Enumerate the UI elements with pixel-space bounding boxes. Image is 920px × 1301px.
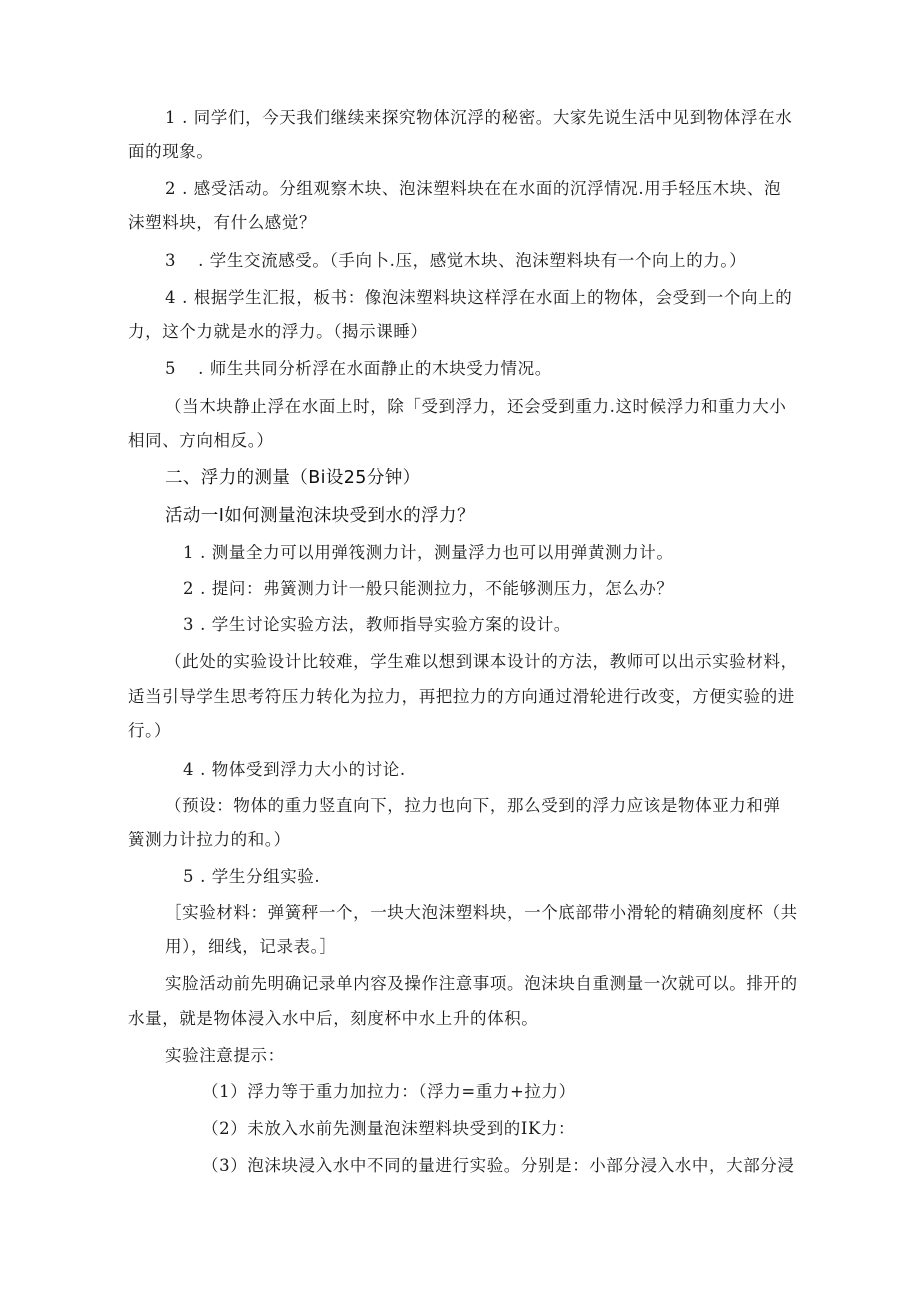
materials-line-2: 用），细线，记录表。］	[165, 937, 337, 956]
note-line-1: （当木块静止浮在水面上时，除「受到浮力，还会受到重力.这时候浮力和重力大小	[165, 397, 787, 416]
step-1-line-1	[183, 542, 674, 564]
preparation-line-1: 实脸活动前先明确记录单内容及操作注意事项。泡沫块自重测量一次就可以。排开的	[165, 974, 798, 993]
paragraph-3-line-1	[165, 250, 746, 272]
note-3-line-1: （预设：物体的重力竖直向下，拉力也向下，那么受到的浮力应该是物体亚力和弹	[165, 796, 781, 815]
step-4-line-1	[183, 759, 406, 781]
paragraph-2-line-1	[165, 178, 781, 200]
note-2-line-2: 适当引导学生思考符压力转化为拉力，再把拉力的方向通过滑轮进行改变，方便实验的进	[128, 687, 795, 706]
paragraph-text: . 学生讨论实验方法，教师指导实验方案的设计。	[200, 615, 571, 634]
paragraph-text: . 同学们，今天我们继续来探究物体沉浮的秘密。大家先说生活中见到物体浮在水	[182, 108, 793, 127]
paragraph-text: . 测量全力可以用弹筏测力计，测量浮力也可以用弹黄测力计。	[200, 543, 674, 562]
section-heading: 二、浮力的测量（Bi设25分钟）	[165, 468, 421, 488]
paragraph-1-line-1	[165, 107, 792, 129]
activity-heading: 活动一I如何测量泡沫块受到水的浮力？	[165, 506, 475, 526]
item-number: 4	[165, 288, 177, 307]
item-number: 2	[165, 179, 177, 198]
paragraph-text: . 提问：弗簧测力计一般只能测拉力，不能够测压力，怎么办？	[200, 579, 674, 598]
materials-line-1: ［实验材料：弹簧秤一个，一块大泡沫塑料块，一个底部带小滑轮的精确刻度杯（共	[165, 903, 798, 922]
tip-1: （1）浮力等于重力加拉力：（浮力=重力+拉力）	[202, 1082, 576, 1101]
step-5-line-1	[183, 866, 320, 888]
tip-3: （3）泡沫块浸入水中不同的量进行实验。分别是：小部分浸入水中，大部分浸	[202, 1156, 795, 1175]
paragraph-4-line-1	[165, 287, 792, 309]
note-3-line-2: 簧测力计拉力的和。）	[128, 830, 291, 849]
paragraph-text: . 学生交流感受。（手向卜.压，感觉木块、泡沫塑料块有一个向上的力。）	[198, 251, 747, 270]
paragraph-text: . 感受活动。分组观察木块、泡沫塑料块在在水面的沉浮情况.用手轻压木块、泡	[182, 179, 782, 198]
paragraph-1-line-2: 面的现象。	[128, 142, 214, 161]
paragraph-5-line-1	[165, 358, 552, 380]
tip-2: （2）未放入水前先测量泡沫塑料块受到的IK力：	[202, 1119, 576, 1138]
item-number: 2	[183, 579, 195, 598]
note-2-line-1: （此处的实验设计比较难，学生难以想到课本设计的方法，教师可以出示实验材料，	[165, 652, 798, 671]
paragraph-4-line-2: 力，这个力就是水的浮力。（揭示课睡）	[128, 322, 428, 341]
paragraph-text: . 物体受到浮力大小的讨论.	[200, 760, 406, 779]
item-number: 3	[183, 615, 195, 634]
item-number: 5	[183, 867, 195, 886]
note-line-2: 相同、方向相反。）	[128, 431, 274, 450]
note-2-line-3: 行。）	[128, 721, 172, 740]
item-number: 4	[183, 760, 195, 779]
paragraph-text: . 根据学生汇报，板书：像泡沫塑料块这样浮在水面上的物体，会受到一个向上的	[182, 288, 793, 307]
item-number: 3	[165, 251, 177, 270]
paragraph-text: . 学生分组实验.	[200, 867, 321, 886]
preparation-line-2: 水量，就是物体浸入水中后，刻度杯中水上升的体积。	[128, 1009, 539, 1028]
step-3-line-1	[183, 614, 571, 636]
tips-title: 实验注意提示：	[165, 1046, 285, 1065]
item-number: 5	[165, 359, 177, 378]
item-number: 1	[165, 108, 177, 127]
paragraph-2-line-2: 沫塑料块，有什么感觉？	[128, 213, 317, 232]
item-number: 1	[183, 543, 195, 562]
step-2-line-1	[183, 578, 674, 600]
paragraph-text: . 师生共同分析浮在水面静止的木块受力情况。	[198, 359, 552, 378]
